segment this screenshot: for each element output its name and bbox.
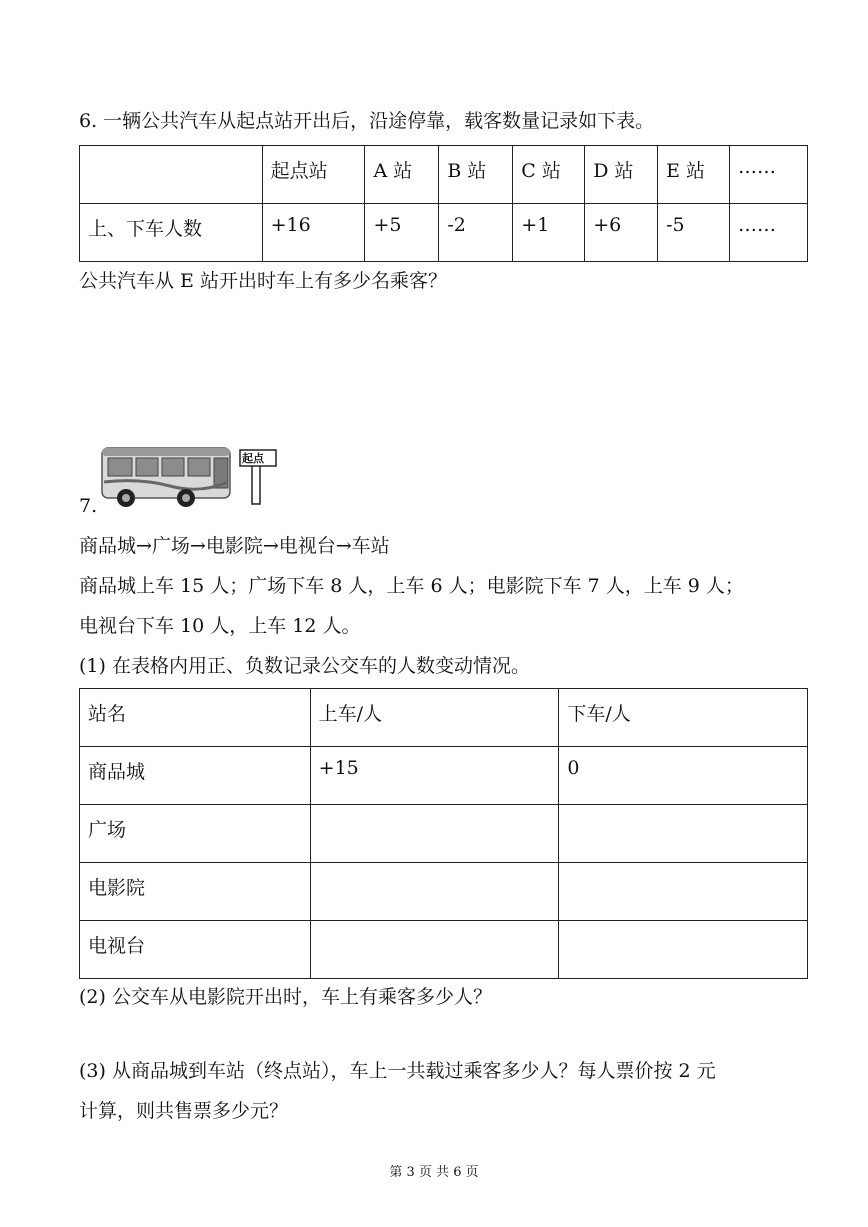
table-cell: 电视台 (80, 921, 311, 979)
table-cell: +1 (513, 204, 585, 262)
table-cell: 广场 (80, 805, 311, 863)
table-cell: +6 (585, 204, 658, 262)
q7-sub2: (2) 公交车从电影院开出时，车上有乘客多少人？ (79, 986, 492, 1008)
table-cell: B 站 (439, 146, 513, 204)
table-cell[interactable] (310, 921, 559, 979)
table-row (80, 689, 808, 747)
q6-table (79, 145, 808, 262)
table-cell: 电影院 (80, 863, 311, 921)
table-cell: …… (730, 204, 808, 262)
table-row (80, 863, 808, 921)
table-row (80, 921, 808, 979)
table-cell: -2 (439, 204, 513, 262)
q6-question: 公共汽车从 E 站开出时车上有多少名乘客？ (79, 270, 447, 292)
q7-table (79, 688, 808, 979)
q7-sub3-line1: (3) 从商品城到车站（终点站），车上一共载过乘客多少人？每人票价按 2 元 (79, 1060, 716, 1082)
q7-route: 商品城→广场→电影院→电视台→车站 (79, 535, 390, 557)
table-cell: 起点站 (262, 146, 365, 204)
table-cell[interactable] (310, 805, 559, 863)
table-cell: 上、下车人数 (80, 204, 263, 262)
table-cell (80, 146, 263, 204)
table-cell: -5 (658, 204, 730, 262)
q7-number: 7. (79, 495, 98, 517)
table-row (80, 146, 808, 204)
table-cell: 站名 (80, 689, 311, 747)
q6-title: 6. 一辆公共汽车从起点站开出后，沿途停靠，载客数量记录如下表。 (79, 110, 655, 132)
table-cell: +5 (365, 204, 439, 262)
table-cell: A 站 (365, 146, 439, 204)
table-cell[interactable] (559, 921, 808, 979)
q7-sub3-line2: 计算，则共售票多少元？ (79, 1100, 289, 1122)
table-cell: C 站 (513, 146, 585, 204)
table-cell: D 站 (585, 146, 658, 204)
table-cell: E 站 (658, 146, 730, 204)
q7-desc-line1: 商品城上车 15 人；广场下车 8 人，上车 6 人；电影院下车 7 人，上车 9 人； (79, 575, 744, 597)
table-cell[interactable] (559, 863, 808, 921)
table-cell: 0 (559, 747, 808, 805)
table-cell[interactable] (310, 863, 559, 921)
table-cell: +15 (310, 747, 559, 805)
table-cell: +16 (262, 204, 365, 262)
page-footer: 第 3 页 共 6 页 (389, 1165, 479, 1180)
table-cell: …… (730, 146, 808, 204)
table-cell: 下车/人 (559, 689, 808, 747)
q7-desc-line2: 电视台下车 10 人，上车 12 人。 (79, 615, 361, 637)
table-cell: 上车/人 (310, 689, 559, 747)
sign-label: 起点 (242, 452, 264, 465)
table-row (80, 204, 808, 262)
table-cell: 商品城 (80, 747, 311, 805)
q7-sub1: (1) 在表格内用正、负数记录公交车的人数变动情况。 (79, 655, 530, 677)
table-cell[interactable] (559, 805, 808, 863)
table-row (80, 805, 808, 863)
table-row (80, 747, 808, 805)
